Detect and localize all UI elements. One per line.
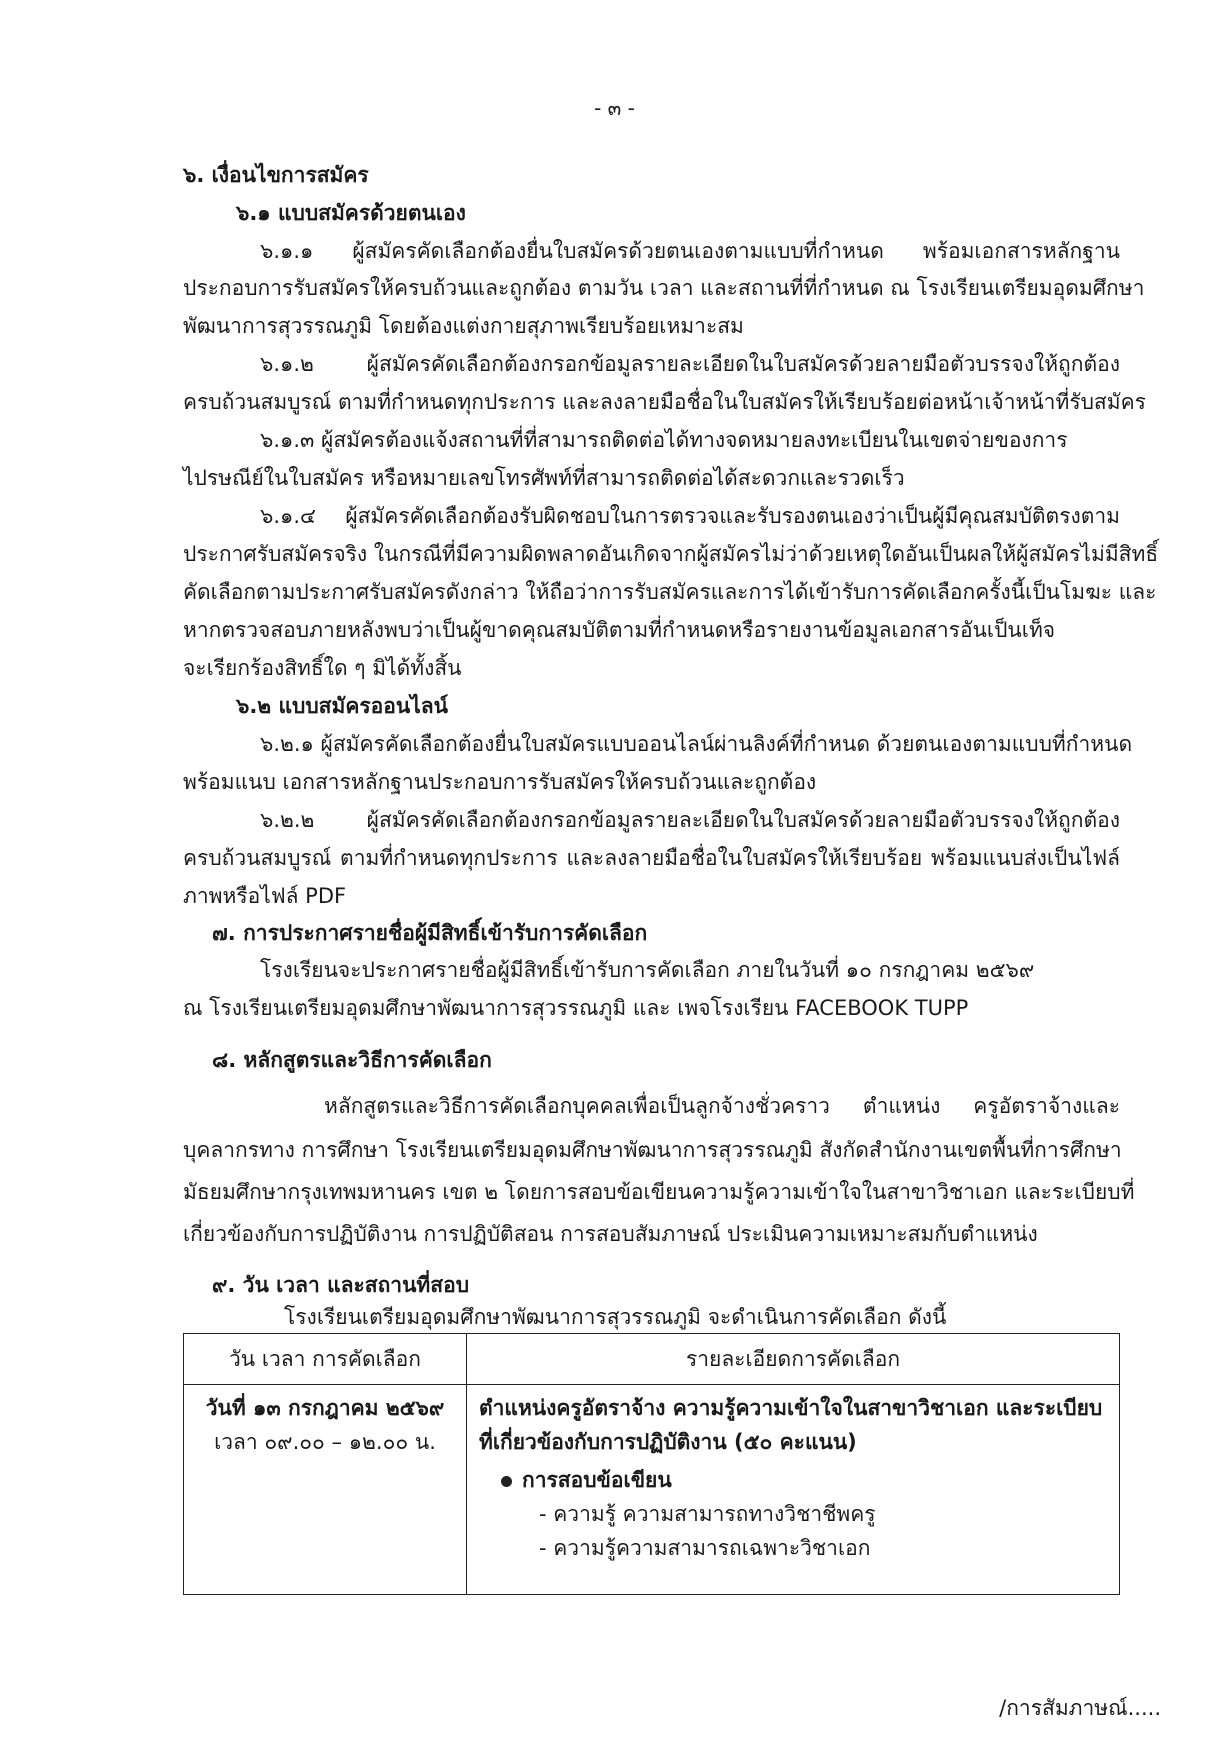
schedule-table xyxy=(183,1333,1120,1595)
paragraph-line: บุคลากรทาง การศึกษา โรงเรียนเตรียมอุดมศึกษาพัฒนาการสุวรรณภูมิ สังกัดสำนักงานเขตพื้นที่การศึกษา xyxy=(183,1138,1122,1162)
detail-cell xyxy=(467,1385,1120,1595)
continuation-note: /การสัมภาษณ์..... xyxy=(999,1696,1161,1720)
paragraph-line: ประกอบการรับสมัครให้ครบถ้วนและถูกต้อง ตามวัน เวลา และสถานที่ที่กำหนด ณ โรงเรียนเตรียมอุดมศึกษา xyxy=(183,276,1145,300)
paragraph-line: เกี่ยวข้องกับการปฏิบัติงาน การปฏิบัติสอน การสอบสัมภาษณ์ ประเมินความเหมาะสมกับตำแหน่ง xyxy=(183,1222,1038,1246)
heading-8: ๘. หลักสูตรและวิธีการคัดเลือก xyxy=(212,1048,492,1072)
exam-date: วันที่ ๑๓ กรกฎาคม ๒๕๖๙ xyxy=(205,1396,445,1420)
heading-7: ๗. การประกาศรายชื่อผู้มีสิทธิ์เข้ารับการคัดเลือก xyxy=(212,921,648,945)
page-number: - ๓ - xyxy=(594,96,635,120)
subheading-6-2: ๖.๒ แบบสมัครออนไลน์ xyxy=(236,694,449,718)
paragraph-line: โรงเรียนเตรียมอุดมศึกษาพัฒนาการสุวรรณภูมิ จะดำเนินการคัดเลือก ดังนี้ xyxy=(284,1305,947,1329)
list-item: - ความรู้ ความสามารถทางวิชาชีพครู xyxy=(539,1502,876,1526)
bullet-dot-icon xyxy=(501,1476,512,1487)
paragraph-line: ณ โรงเรียนเตรียมอุดมศึกษาพัฒนาการสุวรรณภูมิ และ เพจโรงเรียน FACEBOOK TUPP xyxy=(183,996,969,1020)
subheading-6-1: ๖.๑ แบบสมัครด้วยตนเอง xyxy=(236,201,466,225)
paragraph-line: พัฒนาการสุวรรณภูมิ โดยต้องแต่งกายสุภาพเรียบร้อยเหมาะสม xyxy=(183,314,744,338)
table-header-row xyxy=(184,1334,1120,1385)
detail-line: ตำแหน่งครูอัตราจ้าง ความรู้ความเข้าใจในสาขาวิชาเอก และระเบียบ xyxy=(479,1396,1103,1420)
paragraph-line: ครบถ้วนสมบูรณ์ ตามที่กำหนดทุกประการ และลงลายมือชื่อในใบสมัครให้เรียบร้อย พร้อมแนบส่งเป็นไฟล์ xyxy=(183,846,1120,870)
paragraph-line: ๖.๒.๑ ผู้สมัครคัดเลือกต้องยื่นใบสมัครแบบออนไลน์ผ่านลิงค์ที่กำหนด ด้วยตนเองตามแบบที่กำหนด xyxy=(260,732,1133,756)
paragraph-line: หลักสูตรและวิธีการคัดเลือกบุคคลเพื่อเป็นลูกจ้างชั่วคราว ตำแหน่ง ครูอัตราจ้างและ xyxy=(324,1094,1120,1118)
table-header-detail: รายละเอียดการคัดเลือก xyxy=(467,1334,1120,1385)
bullet-item xyxy=(479,1463,1109,1497)
paragraph-line: คัดเลือกตามประกาศรับสมัครดังกล่าว ให้ถือว่าการรับสมัครและการได้เข้ารับการคัดเลือกครั้งนี้เป็นโมฆะ และ xyxy=(183,580,1157,604)
paragraph-line: พร้อมแนบ เอกสารหลักฐานประกอบการรับสมัครให้ครบถ้วนและถูกต้อง xyxy=(183,770,817,794)
paragraph-line: ไปรษณีย์ในใบสมัคร หรือหมายเลขโทรศัพท์ที่สามารถติดต่อได้สะดวกและรวดเร็ว xyxy=(183,466,905,490)
detail-line: ที่เกี่ยวข้องกับการปฏิบัติงาน (๕๐ คะแนน) xyxy=(479,1430,857,1454)
table-row xyxy=(184,1385,1120,1595)
paragraph-line: ๖.๒.๒ ผู้สมัครคัดเลือกต้องกรอกข้อมูลรายละเอียดในใบสมัครด้วยลายมือตัวบรรจงให้ถูกต้อง xyxy=(260,808,1120,832)
paragraph-line: ๖.๑.๒ ผู้สมัครคัดเลือกต้องกรอกข้อมูลรายละเอียดในใบสมัครด้วยลายมือตัวบรรจงให้ถูกต้อง xyxy=(260,352,1120,376)
paragraph-line: ภาพหรือไฟล์ PDF xyxy=(183,884,347,908)
heading-6: ๖. เงื่อนไขการสมัคร xyxy=(183,163,369,187)
table-header-date: วัน เวลา การคัดเลือก xyxy=(184,1334,467,1385)
paragraph-line: หากตรวจสอบภายหลังพบว่าเป็นผู้ขาดคุณสมบัติตามที่กำหนดหรือรายงานข้อมูลเอกสารอันเป็นเท็จ xyxy=(183,618,1056,642)
paragraph-line: ๖.๑.๑ ผู้สมัครคัดเลือกต้องยื่นใบสมัครด้วยตนเองตามแบบที่กำหนด พร้อมเอกสารหลักฐาน xyxy=(260,239,1120,263)
paragraph-line: โรงเรียนจะประกาศรายชื่อผู้มีสิทธิ์เข้ารับการคัดเลือก ภายในวันที่ ๑๐ กรกฎาคม ๒๕๖๙ xyxy=(260,958,1035,982)
paragraph-line: ประกาศรับสมัครจริง ในกรณีที่มีความผิดพลาดอันเกิดจากผู้สมัครไม่ว่าด้วยเหตุใดอันเป็นผลให้ผู้สมัครไม่มีสิทธิ์ xyxy=(183,542,1159,566)
bullet-label: การสอบข้อเขียน xyxy=(522,1468,672,1492)
exam-time: เวลา ๐๙.๐๐ – ๑๒.๐๐ น. xyxy=(214,1430,436,1454)
list-item: - ความรู้ความสามารถเฉพาะวิชาเอก xyxy=(539,1536,871,1560)
paragraph-line: ครบถ้วนสมบูรณ์ ตามที่กำหนดทุกประการ และลงลายมือชื่อในใบสมัครให้เรียบร้อยต่อหน้าเจ้าหน้าที่รับสมัคร xyxy=(183,390,1146,414)
paragraph-line: มัธยมศึกษากรุงเทพมหานคร เขต ๒ โดยการสอบข้อเขียนความรู้ความเข้าใจในสาขาวิชาเอก และระเบียบที่ xyxy=(183,1180,1135,1204)
heading-9: ๙. วัน เวลา และสถานที่สอบ xyxy=(212,1273,470,1297)
paragraph-line: จะเรียกร้องสิทธิ์ใด ๆ มิได้ทั้งสิ้น xyxy=(183,656,462,680)
paragraph-line: ๖.๑.๓ ผู้สมัครต้องแจ้งสถานที่ที่สามารถติดต่อได้ทางจดหมายลงทะเบียนในเขตจ่ายของการ xyxy=(260,428,1068,452)
paragraph-line: ๖.๑.๔ ผู้สมัครคัดเลือกต้องรับผิดชอบในการตรวจและรับรองตนเองว่าเป็นผู้มีคุณสมบัติตรงตาม xyxy=(260,504,1120,528)
date-cell xyxy=(184,1385,467,1595)
